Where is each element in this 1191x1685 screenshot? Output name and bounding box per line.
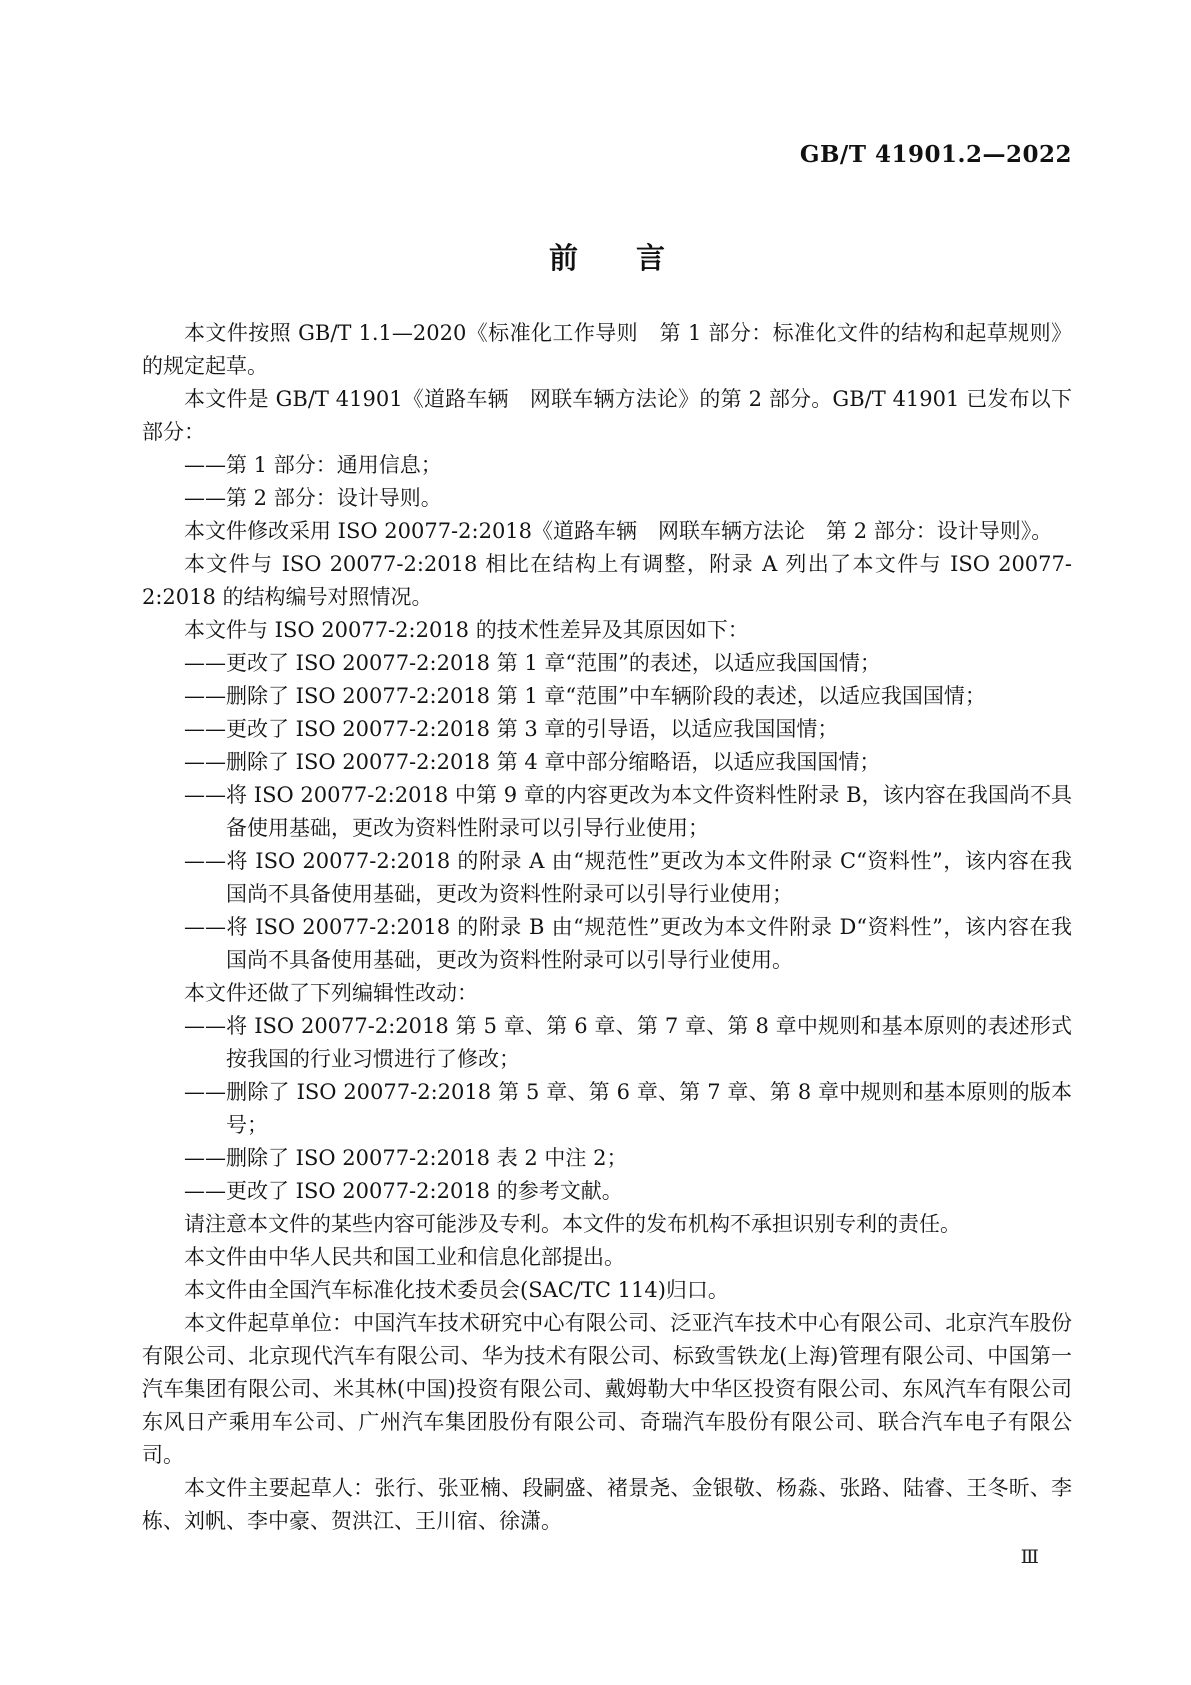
paragraph: 本文件按照 GB/T 1.1—2020《标准化工作导则 第 1 部分：标准化文件的结构和起草规则》的规定起草。 [142,321,1072,378]
paragraph: 请注意本文件的某些内容可能涉及专利。本文件的发布机构不承担识别专利的责任。 [184,1212,961,1236]
paragraph: 本文件修改采用 ISO 20077-2:2018《道路车辆 网联车辆方法论 第 2 部分：设计导则》。 [184,519,1053,543]
paragraph: 本文件还做了下列编辑性改动： [184,981,478,1005]
list-item: ——将 ISO 20077-2:2018 的附录 A 由“规范性”更改为本文件附录 C“资料性”，该内容在我国尚不具备使用基础，更改为资料性附录可以引导行业使用； [184,849,1072,906]
paragraph: 本文件与 ISO 20077-2:2018 的技术性差异及其原因如下： [184,618,749,642]
list-item: ——第 2 部分：设计导则。 [184,486,442,510]
text-block [142,143,1072,1538]
list-item: ——将 ISO 20077-2:2018 第 5 章、第 6 章、第 7 章、第 8 章中规则和基本原则的表述形式按我国的行业习惯进行了修改； [184,1014,1072,1071]
paragraph: 本文件由中华人民共和国工业和信息化部提出。 [184,1245,625,1269]
paragraph: 本文件是 GB/T 41901《道路车辆 网联车辆方法论》的第 2 部分。GB/T 41901 已发布以下部分： [142,387,1072,444]
list-item: ——将 ISO 20077-2:2018 中第 9 章的内容更改为本文件资料性附录 B，该内容在我国尚不具备使用基础，更改为资料性附录可以引导行业使用； [184,783,1072,840]
list-item: ——删除了 ISO 20077-2:2018 第 5 章、第 6 章、第 7 章、第 8 章中规则和基本原则的版本号； [184,1080,1072,1137]
foreword-body [142,317,1072,1538]
list-item: ——删除了 ISO 20077-2:2018 第 1 章“范围”中车辆阶段的表述，以适应我国国情； [184,684,986,708]
list-item: ——更改了 ISO 20077-2:2018 第 1 章“范围”的表述，以适应我国国情； [184,651,881,675]
standard-number: GB/T 41901.2—2022 [799,141,1072,168]
paragraph: 本文件与 ISO 20077-2:2018 相比在结构上有调整，附录 A 列出了本文件与 ISO 20077-2:2018 的结构编号对照情况。 [142,552,1072,609]
paragraph: 本文件由全国汽车标准化技术委员会(SAC/TC 114)归口。 [184,1278,729,1302]
foreword-title: 前 言 [548,241,665,275]
list-item: ——删除了 ISO 20077-2:2018 第 4 章中部分缩略语，以适应我国国情； [184,750,881,774]
paragraph: 本文件起草单位：中国汽车技术研究中心有限公司、泛亚汽车技术中心有限公司、北京汽车股份有限公司、北京现代汽车有限公司、华为技术有限公司、标致雪铁龙(上海)管理有限公司、中国第一汽车集团有限公司、米其林(中国)投资有限公司、戴姆勒大中华区投资有限公司、东风汽车有限公司东风日产乘用车公司、广州汽车集团股份有限公司、奇瑞汽车股份有限公司、联合汽车电子有限公司。 [142,1311,1072,1467]
list-item: ——第 1 部分：通用信息； [184,453,442,477]
list-item: ——将 ISO 20077-2:2018 的附录 B 由“规范性”更改为本文件附录 D“资料性”，该内容在我国尚不具备使用基础，更改为资料性附录可以引导行业使用。 [184,915,1072,972]
paragraph: 本文件主要起草人：张行、张亚楠、段嗣盛、褚景尧、金银敬、杨淼、张路、陆睿、王冬昕、李栋、刘帆、李中豪、贺洪江、王川宿、徐潇。 [142,1476,1072,1533]
page-number: Ⅲ [1020,1546,1039,1568]
list-item: ——删除了 ISO 20077-2:2018 表 2 中注 2； [184,1146,628,1170]
list-item: ——更改了 ISO 20077-2:2018 的参考文献。 [184,1179,623,1203]
list-item: ——更改了 ISO 20077-2:2018 第 3 章的引导语，以适应我国国情； [184,717,839,741]
